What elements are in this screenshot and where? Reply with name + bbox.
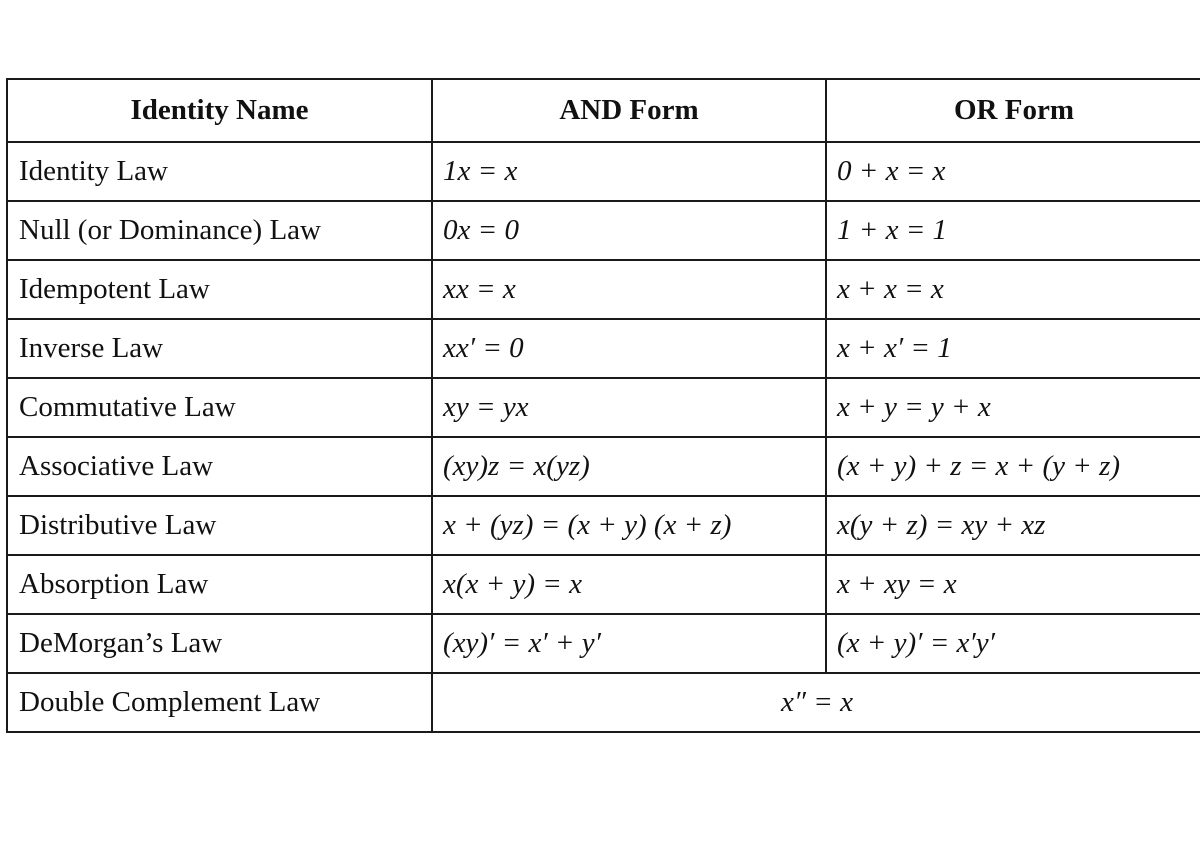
identity-name-cell: Absorption Law: [7, 555, 432, 614]
or-form-cell: (x + y) + z = x + (y + z): [826, 437, 1200, 496]
table-row: [7, 378, 1200, 437]
table-row: [7, 319, 1200, 378]
identity-name-cell: Idempotent Law: [7, 260, 432, 319]
or-form-cell: (x + y)′ = x′y′: [826, 614, 1200, 673]
header-or-form: OR Form: [826, 79, 1200, 142]
table-row: [7, 496, 1200, 555]
identity-name-cell: Distributive Law: [7, 496, 432, 555]
identity-name-cell: Null (or Dominance) Law: [7, 201, 432, 260]
and-form-cell: x + (yz) = (x + y) (x + z): [432, 496, 826, 555]
and-form-cell: 1x = x: [432, 142, 826, 201]
table-row: [7, 555, 1200, 614]
or-form-cell: 0 + x = x: [826, 142, 1200, 201]
or-form-cell: x + xy = x: [826, 555, 1200, 614]
table-row: [7, 437, 1200, 496]
header-identity-name: Identity Name: [7, 79, 432, 142]
or-form-cell: x + x′ = 1: [826, 319, 1200, 378]
identity-name-cell: Identity Law: [7, 142, 432, 201]
table-row: [7, 260, 1200, 319]
table-row-double-complement: [7, 673, 1200, 732]
and-form-cell: xy = yx: [432, 378, 826, 437]
or-form-cell: x + x = x: [826, 260, 1200, 319]
or-form-cell: 1 + x = 1: [826, 201, 1200, 260]
table-row: [7, 614, 1200, 673]
and-form-cell: (xy)z = x(yz): [432, 437, 826, 496]
and-form-cell: x(x + y) = x: [432, 555, 826, 614]
boolean-identities-table: [6, 78, 1200, 733]
or-form-cell: x + y = y + x: [826, 378, 1200, 437]
and-form-cell: xx′ = 0: [432, 319, 826, 378]
and-form-cell: 0x = 0: [432, 201, 826, 260]
identity-name-cell: Associative Law: [7, 437, 432, 496]
boolean-identities-table-container: [6, 78, 1200, 733]
identity-name-cell: Double Complement Law: [7, 673, 432, 732]
table-row: [7, 201, 1200, 260]
or-form-cell: x(y + z) = xy + xz: [826, 496, 1200, 555]
identity-name-cell: DeMorgan’s Law: [7, 614, 432, 673]
identity-name-cell: Inverse Law: [7, 319, 432, 378]
header-row: [7, 79, 1200, 142]
table-row: [7, 142, 1200, 201]
and-form-cell: (xy)′ = x′ + y′: [432, 614, 826, 673]
identity-name-cell: Commutative Law: [7, 378, 432, 437]
merged-formula-cell: x″ = x: [432, 673, 1200, 732]
header-and-form: AND Form: [432, 79, 826, 142]
and-form-cell: xx = x: [432, 260, 826, 319]
